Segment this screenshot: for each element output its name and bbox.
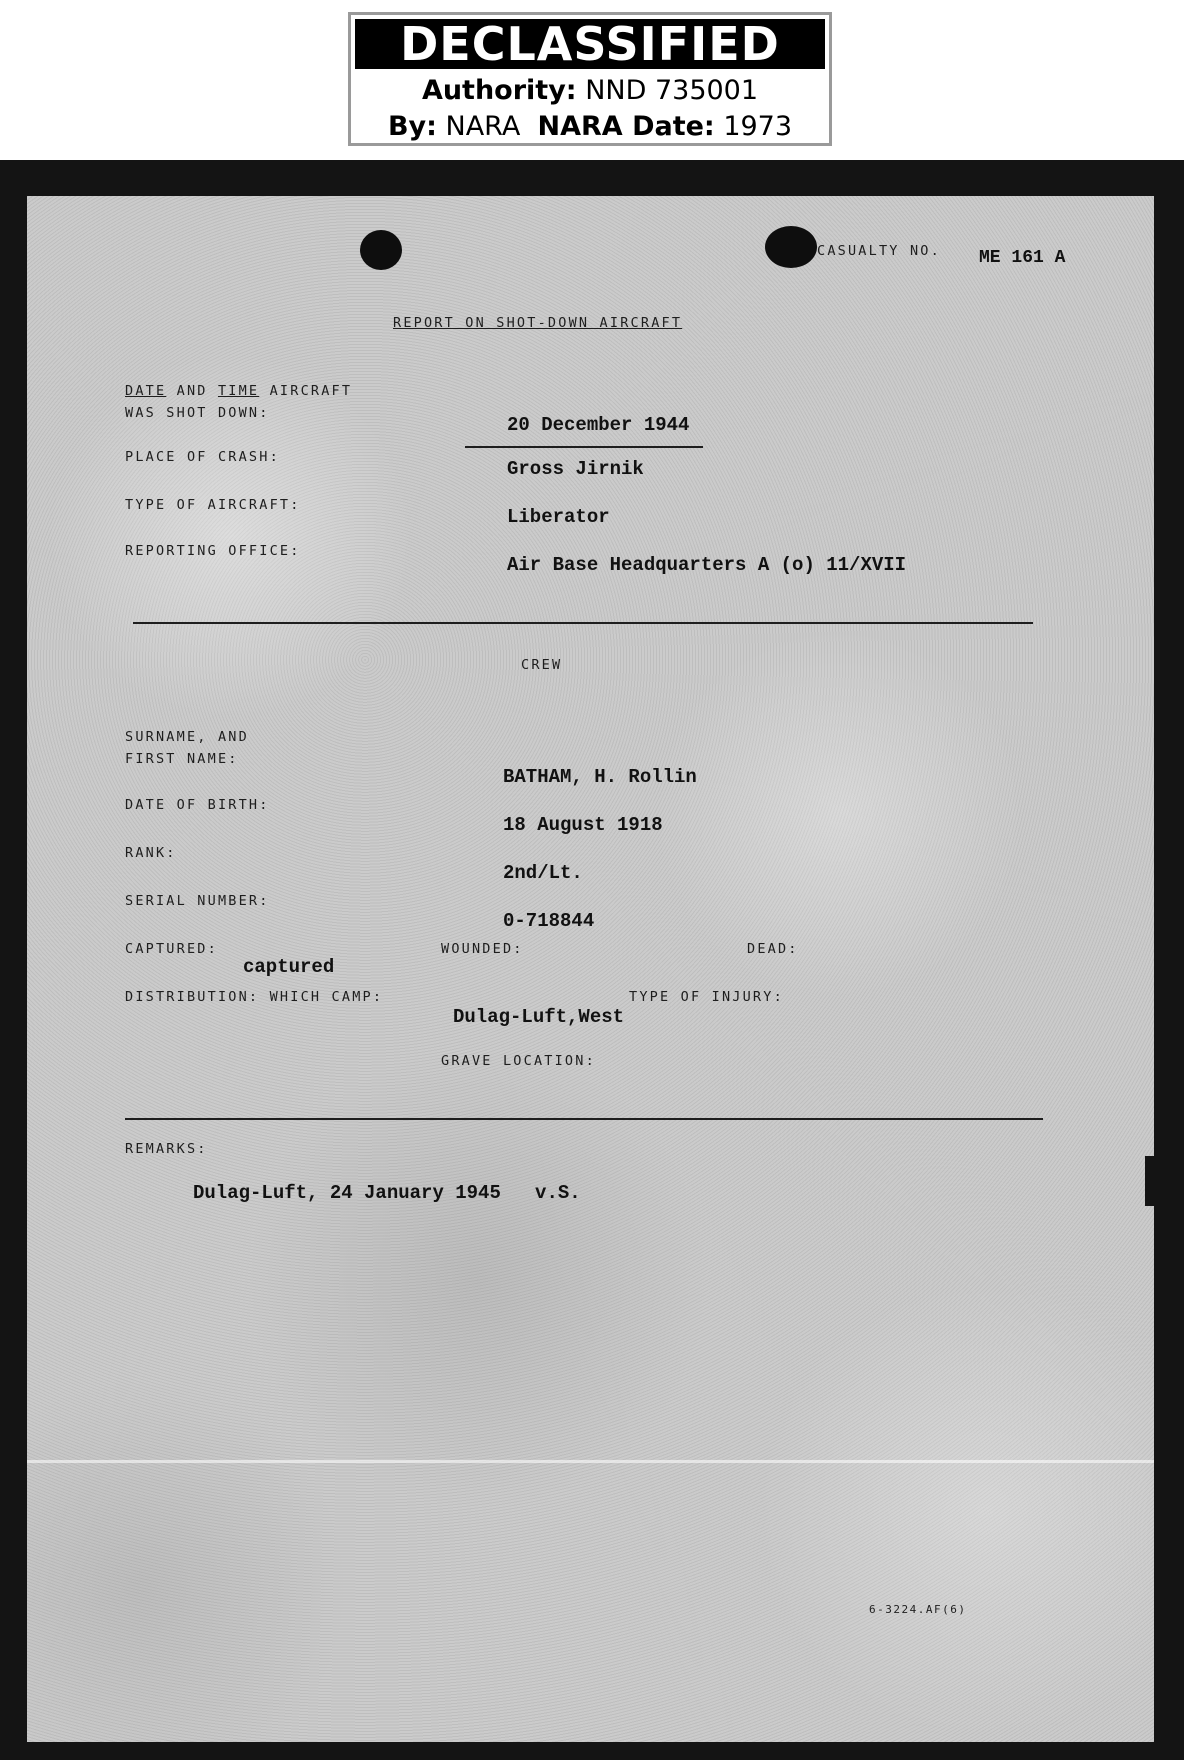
stamp-date-label: NARA Date: <box>537 111 715 142</box>
office-label: REPORTING OFFICE: <box>125 543 301 559</box>
date-label-and: AND <box>166 383 218 399</box>
office-value: Air Base Headquarters A (o) 11/XVII <box>507 554 907 576</box>
date-label-line2: WAS SHOT DOWN: <box>125 405 270 421</box>
captured-value: captured <box>243 956 335 978</box>
crew-heading: CREW <box>521 657 563 673</box>
stamp-by-line <box>351 111 829 142</box>
captured-label: CAPTURED: <box>125 941 218 957</box>
edge-tear <box>1145 1156 1159 1206</box>
report-title: REPORT ON SHOT-DOWN AIRCRAFT <box>393 315 683 331</box>
rank-value: 2nd/Lt. <box>503 862 583 884</box>
birth-label: DATE OF BIRTH: <box>125 797 270 813</box>
remarks-value: Dulag-Luft, 24 January 1945 v.S. <box>193 1182 581 1204</box>
birth-value: 18 August 1918 <box>503 814 663 836</box>
aircraft-type-value: Liberator <box>507 506 610 528</box>
date-label <box>125 382 352 401</box>
section-divider-1 <box>133 622 1033 624</box>
date-label-time: TIME <box>217 383 260 399</box>
stamp-by-value: NARA <box>445 111 521 142</box>
fold-line <box>27 1460 1154 1463</box>
punch-hole-left <box>360 230 402 270</box>
stamp-authority-line <box>351 75 829 106</box>
aircraft-type-label: TYPE OF AIRCRAFT: <box>125 497 301 513</box>
serial-label: SERIAL NUMBER: <box>125 893 270 909</box>
document-sheet <box>27 196 1154 1742</box>
remarks-label: REMARKS: <box>125 1141 208 1157</box>
date-underline <box>465 446 703 448</box>
stamp-by-label: By: <box>387 111 437 142</box>
punch-hole-right <box>765 226 817 268</box>
stamp-title: DECLASSIFIED <box>355 19 825 69</box>
wounded-label: WOUNDED: <box>441 941 524 957</box>
date-label-rest: AIRCRAFT <box>259 383 353 399</box>
stamp-authority-value: NND 735001 <box>585 75 759 106</box>
section-divider-2 <box>125 1118 1043 1120</box>
camp-value: Dulag-Luft,West <box>453 1006 625 1028</box>
place-label: PLACE OF CRASH: <box>125 449 280 465</box>
casualty-label: CASUALTY NO. <box>817 243 941 259</box>
name-label-line2: FIRST NAME: <box>125 751 239 767</box>
stamp-authority-label: Authority: <box>421 75 577 106</box>
casualty-value: ME 161 A <box>979 248 1066 268</box>
date-label-date: DATE <box>125 383 167 399</box>
grave-label: GRAVE LOCATION: <box>441 1053 596 1069</box>
dead-label: DEAD: <box>747 941 799 957</box>
scan-frame <box>0 160 1184 1760</box>
rank-label: RANK: <box>125 845 177 861</box>
injury-label: TYPE OF INJURY: <box>629 989 784 1005</box>
form-number: 6-3224.AF(6) <box>869 1603 967 1616</box>
name-label-line1: SURNAME, AND <box>125 729 249 745</box>
date-value: 20 December 1944 <box>507 414 690 436</box>
camp-label: DISTRIBUTION: WHICH CAMP: <box>125 989 384 1005</box>
name-value: BATHAM, H. Rollin <box>503 766 697 788</box>
place-value: Gross Jirnik <box>507 458 644 480</box>
serial-value: 0-718844 <box>503 910 595 932</box>
stamp-date-value: 1973 <box>723 111 793 142</box>
declassified-stamp <box>348 12 832 146</box>
